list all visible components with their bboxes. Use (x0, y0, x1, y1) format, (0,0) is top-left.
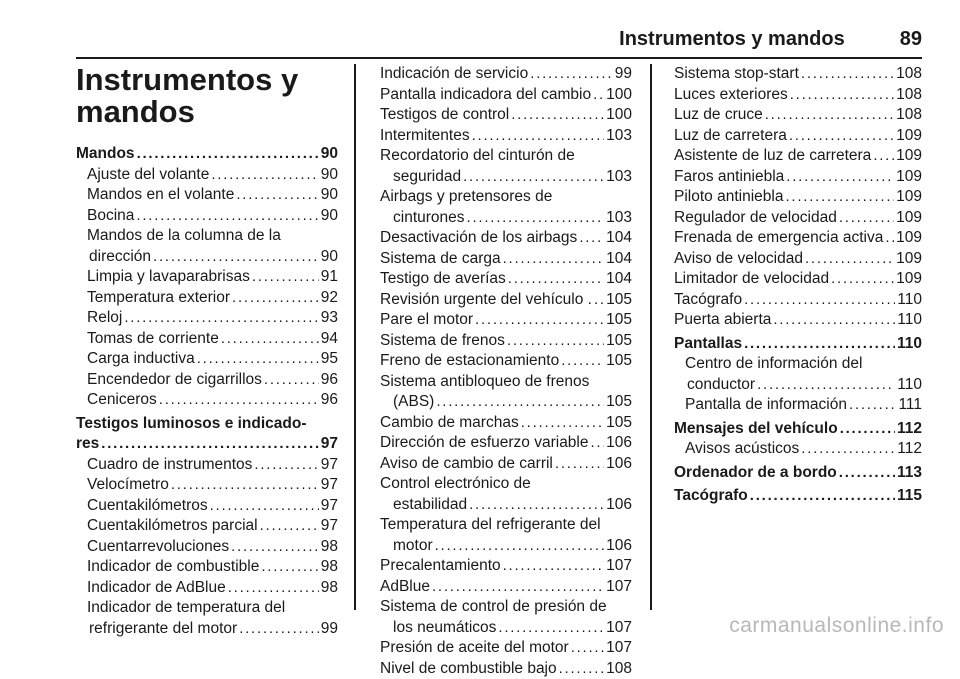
toc-entry-text: Pantalla de información (685, 395, 847, 416)
toc-page-number: 110 (897, 334, 922, 355)
dot-leader (211, 165, 318, 186)
toc-page-number: 98 (321, 557, 338, 578)
toc-entry[interactable] (76, 206, 338, 227)
dot-leader (579, 228, 604, 249)
toc-entry-text: Luz de cruce (674, 105, 763, 126)
dot-leader (432, 577, 604, 598)
toc-page-number: 108 (896, 85, 922, 106)
toc-page-number: 103 (606, 167, 632, 188)
dot-leader (435, 536, 605, 557)
dot-leader (849, 395, 896, 416)
toc-entry[interactable] (674, 269, 922, 290)
toc-column-3 (674, 64, 922, 507)
toc-entry-text: Encendedor de cigarrillos (87, 370, 262, 391)
toc-page-number: 94 (321, 329, 338, 350)
toc-page-number: 90 (321, 185, 338, 206)
dot-leader (840, 419, 895, 440)
toc-column-1 (76, 64, 338, 639)
toc-page-number: 110 (897, 375, 922, 396)
toc-entry[interactable] (380, 638, 632, 659)
toc-entry[interactable] (380, 372, 632, 413)
toc-entry[interactable] (380, 249, 632, 270)
toc-chapter-entry[interactable] (674, 334, 922, 355)
dot-leader (475, 310, 604, 331)
dot-leader (264, 370, 319, 391)
toc-page-number: 96 (321, 390, 338, 411)
toc-entry-text: Regulador de velocidad (674, 208, 837, 229)
toc-page-number: 100 (606, 85, 632, 106)
dot-leader (124, 308, 318, 329)
toc-entry-text: Ordenador de a bordo (674, 463, 837, 484)
toc-entry-text: Temperatura exterior (87, 288, 230, 309)
toc-page-number: 110 (897, 310, 922, 331)
toc-page-number: 97 (321, 455, 338, 476)
toc-entry-text: Testigos luminosos e indicado- (76, 414, 338, 435)
dot-leader (757, 375, 895, 396)
toc-entry-text: Avisos acústicos (685, 439, 799, 460)
toc-page-number: 112 (897, 439, 922, 460)
toc-entry-text: Velocímetro (87, 475, 169, 496)
toc-entry[interactable] (380, 659, 632, 679)
toc-entry-text: Desactivación de los airbags (380, 228, 577, 249)
toc-entry[interactable] (380, 351, 632, 372)
dot-leader (153, 247, 319, 268)
toc-page-number: 105 (606, 413, 632, 434)
dot-leader (831, 269, 894, 290)
dot-leader (511, 105, 604, 126)
dot-leader (436, 392, 604, 413)
dot-leader (594, 290, 604, 311)
toc-entry[interactable] (76, 370, 338, 391)
toc-entry-text: Bocina (87, 206, 134, 227)
toc-entry-text: Centro de información del (674, 354, 922, 375)
toc-entry[interactable] (674, 208, 922, 229)
toc-entry-text: Indicador de AdBlue (87, 578, 226, 599)
toc-entry-text: Limpia y lavaparabrisas (87, 267, 250, 288)
toc-page-number: 105 (606, 310, 632, 331)
toc-entry[interactable] (674, 85, 922, 106)
toc-entry[interactable] (76, 165, 338, 186)
toc-page-number: 103 (606, 208, 632, 229)
toc-entry[interactable] (674, 249, 922, 270)
toc-entry[interactable] (674, 228, 922, 249)
toc-entry[interactable] (380, 331, 632, 352)
toc-entry-text: Limitador de velocidad (674, 269, 829, 290)
toc-entry[interactable] (380, 146, 632, 187)
toc-chapter-entry[interactable] (674, 463, 922, 484)
toc-entry-text: dirección (89, 247, 151, 268)
toc-page-number: 106 (606, 536, 632, 557)
toc-entry-text: (ABS) (393, 392, 434, 413)
toc-page-number: 110 (897, 290, 922, 311)
toc-entry[interactable] (76, 308, 338, 329)
toc-page-number: 105 (606, 351, 632, 372)
dot-leader (521, 413, 604, 434)
toc-entry-text: Sistema de control de presión de (380, 597, 632, 618)
dot-leader (467, 208, 605, 229)
toc-entry-text: Luces exteriores (674, 85, 788, 106)
dot-leader (765, 105, 894, 126)
dot-leader (159, 390, 319, 411)
toc-page-number: 113 (897, 463, 922, 484)
toc-entry[interactable] (380, 433, 632, 454)
dot-leader (559, 659, 605, 679)
toc-entry-text: Mandos de la columna de la (76, 226, 338, 247)
toc-column-2 (380, 64, 632, 679)
toc-entry-text: los neumáticos (393, 618, 496, 639)
dot-leader (786, 167, 894, 188)
toc-entry-text: Tacógrafo (674, 486, 748, 507)
page-number: 89 (900, 28, 922, 51)
running-header-title: Instrumentos y mandos (619, 28, 845, 51)
dot-leader (507, 331, 604, 352)
toc-entry-text: Revisión urgente del vehículo . (380, 290, 592, 311)
toc-entry[interactable] (76, 537, 338, 558)
dot-leader (228, 578, 319, 599)
toc-page-number: 103 (606, 126, 632, 147)
toc-page-number: 109 (896, 126, 922, 147)
dot-leader (469, 495, 604, 516)
toc-entry-text: Testigo de averías (380, 269, 506, 290)
toc-entry-text: Carga inductiva (87, 349, 195, 370)
toc-entry[interactable] (76, 475, 338, 496)
toc-chapter-entry[interactable] (76, 414, 338, 455)
toc-entry-text: Puerta abierta (674, 310, 771, 331)
toc-entry[interactable] (76, 185, 338, 206)
dot-leader (839, 208, 894, 229)
dot-leader (137, 144, 319, 165)
toc-entry-text: Faros antiniebla (674, 167, 784, 188)
toc-page-number: 90 (321, 206, 338, 227)
toc-page-number: 107 (606, 638, 632, 659)
toc-page-number: 90 (321, 144, 338, 165)
toc-entry-text: Tacógrafo (674, 290, 742, 311)
toc-page-number: 109 (896, 249, 922, 270)
toc-page-number: 106 (606, 454, 632, 475)
toc-entry-text: Asistente de luz de carretera (674, 146, 871, 167)
toc-entry[interactable] (380, 454, 632, 475)
dot-leader (261, 557, 318, 578)
toc-entry[interactable] (76, 267, 338, 288)
toc-page-number: 99 (615, 64, 632, 85)
toc-page-number: 90 (321, 165, 338, 186)
dot-leader (503, 249, 605, 270)
dot-leader (773, 310, 895, 331)
toc-page-number: 105 (606, 392, 632, 413)
toc-page-number: 100 (606, 105, 632, 126)
toc-entry-text: estabilidad (393, 495, 467, 516)
toc-entry-text: conductor (687, 375, 755, 396)
toc-entry-text: Frenada de emergencia activa (674, 228, 883, 249)
toc-page-number: 97 (321, 434, 338, 455)
toc-page-number: 111 (898, 395, 922, 416)
toc-chapter-entry[interactable] (674, 486, 922, 507)
dot-leader (555, 454, 604, 475)
toc-entry-text: Sistema de frenos (380, 331, 505, 352)
toc-entry-text: refrigerante del motor (89, 619, 237, 640)
dot-leader (571, 638, 604, 659)
toc-entry[interactable] (380, 577, 632, 598)
toc-entry[interactable] (76, 557, 338, 578)
toc-entry-text: Aviso de cambio de carril (380, 454, 553, 475)
toc-page-number: 109 (896, 228, 922, 249)
dot-leader (171, 475, 319, 496)
toc-entry[interactable] (674, 167, 922, 188)
dot-leader (744, 290, 895, 311)
toc-entry[interactable] (674, 354, 922, 395)
toc-entry-text: seguridad (393, 167, 461, 188)
dot-leader (221, 329, 319, 350)
toc-entry-text: Airbags y pretensores de (380, 187, 632, 208)
dot-leader (785, 187, 894, 208)
toc-entry-text: Pare el motor (380, 310, 473, 331)
dot-leader (805, 249, 894, 270)
toc-entry-text: Mandos (76, 144, 135, 165)
toc-entry[interactable] (380, 413, 632, 434)
toc-entry-text: Ajuste del volante (87, 165, 209, 186)
toc-entry-text: Cuadro de instrumentos (87, 455, 252, 476)
toc-entry[interactable] (674, 105, 922, 126)
toc-page-number: 99 (321, 619, 338, 640)
toc-entry-text: Control electrónico de (380, 474, 632, 495)
dot-leader (260, 516, 319, 537)
toc-page-number: 108 (896, 64, 922, 85)
column-divider (650, 64, 652, 610)
toc-entry-text: Temperatura del refrigerante del (380, 515, 632, 536)
toc-entry[interactable] (674, 395, 922, 416)
dot-leader (885, 228, 894, 249)
toc-page-number: 108 (896, 105, 922, 126)
toc-entry-text: AdBlue (380, 577, 430, 598)
dot-leader (503, 556, 605, 577)
toc-page-number: 107 (606, 577, 632, 598)
toc-entry[interactable] (674, 64, 922, 85)
dot-leader (750, 486, 895, 507)
dot-leader (210, 496, 319, 517)
toc-entry-text: res (76, 434, 99, 455)
toc-entry-text: Recordatorio del cinturón de (380, 146, 632, 167)
toc-page-number: 115 (897, 486, 922, 507)
dot-leader (873, 146, 894, 167)
toc-entry[interactable] (76, 329, 338, 350)
toc-page-number: 107 (606, 556, 632, 577)
toc-page-number: 104 (606, 249, 632, 270)
toc-page-number: 105 (606, 331, 632, 352)
toc-page-number: 98 (321, 578, 338, 599)
toc-page-number: 109 (896, 146, 922, 167)
toc-entry[interactable] (380, 474, 632, 515)
header-rule (76, 57, 922, 59)
toc-entry-text: Presión de aceite del motor (380, 638, 569, 659)
toc-entry[interactable] (380, 126, 632, 147)
dot-leader (839, 463, 895, 484)
column-divider (354, 64, 356, 610)
toc-entry-text: Pantallas (674, 334, 742, 355)
toc-entry-text: Sistema de carga (380, 249, 501, 270)
dot-leader (790, 85, 894, 106)
toc-entry-text: Intermitentes (380, 126, 470, 147)
section-title: Instrumentos y mandos (76, 64, 338, 128)
toc-entry-text: Cuentakilómetros parcial (87, 516, 258, 537)
dot-leader (197, 349, 319, 370)
toc-entry-text: Nivel de combustible bajo (380, 659, 557, 679)
toc-page-number: 107 (606, 618, 632, 639)
dot-leader (101, 434, 318, 455)
toc-entry[interactable] (380, 290, 632, 311)
toc-page-number: 104 (606, 228, 632, 249)
toc-entry-text: Piloto antiniebla (674, 187, 783, 208)
toc-page-number: 108 (606, 659, 632, 679)
toc-entry[interactable] (380, 85, 632, 106)
toc-entry-text: Sistema antibloqueo de frenos (380, 372, 632, 393)
toc-page-number: 97 (321, 475, 338, 496)
toc-entry[interactable] (674, 126, 922, 147)
toc-entry[interactable] (380, 269, 632, 290)
dot-leader (254, 455, 318, 476)
toc-entry[interactable] (76, 578, 338, 599)
toc-entry[interactable] (674, 310, 922, 331)
dot-leader (801, 64, 894, 85)
dot-leader (508, 269, 604, 290)
toc-entry-text: Mandos en el volante (87, 185, 234, 206)
toc-entry-text: cinturones (393, 208, 465, 229)
toc-entry-text: Cambio de marchas (380, 413, 519, 434)
toc-page-number: 98 (321, 537, 338, 558)
dot-leader (591, 433, 605, 454)
toc-page-number: 93 (321, 308, 338, 329)
toc-entry-text: Pantalla indicadora del cambio (380, 85, 591, 106)
running-header (76, 28, 922, 54)
dot-leader (801, 439, 895, 460)
toc-entry-text: Indicador de temperatura del (76, 598, 338, 619)
toc-page-number: 97 (321, 516, 338, 537)
toc-chapter-entry[interactable] (76, 144, 338, 165)
toc-page-number: 97 (321, 496, 338, 517)
toc-entry[interactable] (76, 349, 338, 370)
toc-entry[interactable] (76, 455, 338, 476)
dot-leader (232, 288, 319, 309)
toc-entry-text: Luz de carretera (674, 126, 787, 147)
toc-entry[interactable] (380, 64, 632, 85)
toc-entry[interactable] (76, 288, 338, 309)
watermark: carmanualsonline.info (0, 614, 960, 638)
dot-leader (252, 267, 319, 288)
toc-entry[interactable] (76, 516, 338, 537)
dot-leader (463, 167, 604, 188)
toc-entry[interactable] (380, 105, 632, 126)
toc-entry-text: motor (393, 536, 433, 557)
toc-entry-text: Reloj (87, 308, 122, 329)
toc-entry-text: Mensajes del vehículo (674, 419, 838, 440)
toc-entry-text: Indicador de combustible (87, 557, 259, 578)
toc-page-number: 106 (606, 495, 632, 516)
toc-entry-text: Sistema stop-start (674, 64, 799, 85)
dot-leader (136, 206, 318, 227)
dot-leader (561, 351, 604, 372)
toc-page-number: 109 (896, 187, 922, 208)
toc-entry-text: Cuentakilómetros (87, 496, 208, 517)
toc-page-number: 109 (896, 167, 922, 188)
toc-page-number: 96 (321, 370, 338, 391)
toc-entry[interactable] (380, 187, 632, 228)
dot-leader (472, 126, 605, 147)
toc-page-number: 95 (321, 349, 338, 370)
toc-page-number: 109 (896, 208, 922, 229)
dot-leader (744, 334, 895, 355)
toc-page-number: 104 (606, 269, 632, 290)
toc-entry-text: Freno de estacionamiento (380, 351, 559, 372)
toc-page-number: 106 (606, 433, 632, 454)
toc-entry[interactable] (76, 390, 338, 411)
toc-chapter-entry[interactable] (674, 419, 922, 440)
toc-entry-text: Dirección de esfuerzo variable (380, 433, 589, 454)
toc-entry[interactable] (380, 556, 632, 577)
toc-page-number: 92 (321, 288, 338, 309)
toc-entry-text: Testigos de control (380, 105, 509, 126)
toc-entry[interactable] (674, 146, 922, 167)
toc-page-number: 109 (896, 269, 922, 290)
toc-page-number: 112 (897, 419, 922, 440)
toc-entry[interactable] (380, 515, 632, 556)
dot-leader (236, 185, 318, 206)
toc-entry[interactable] (674, 290, 922, 311)
toc-entry-text: Indicación de servicio (380, 64, 528, 85)
toc-entry[interactable] (674, 187, 922, 208)
toc-page-number: 105 (606, 290, 632, 311)
toc-entry[interactable] (76, 496, 338, 517)
toc-entry[interactable] (76, 226, 338, 267)
toc-entry-text: Ceniceros (87, 390, 157, 411)
toc-entry-text: Cuentarrevoluciones (87, 537, 229, 558)
dot-leader (530, 64, 613, 85)
dot-leader (593, 85, 604, 106)
dot-leader (789, 126, 894, 147)
toc-page-number: 91 (321, 267, 338, 288)
toc-entry[interactable] (380, 228, 632, 249)
toc-entry-text: Precalentamiento (380, 556, 501, 577)
toc-entry-text: Aviso de velocidad (674, 249, 803, 270)
toc-entry[interactable] (674, 439, 922, 460)
toc-entry[interactable] (380, 310, 632, 331)
toc-entry-text: Tomas de corriente (87, 329, 219, 350)
toc-page-number: 90 (321, 247, 338, 268)
dot-leader (231, 537, 319, 558)
